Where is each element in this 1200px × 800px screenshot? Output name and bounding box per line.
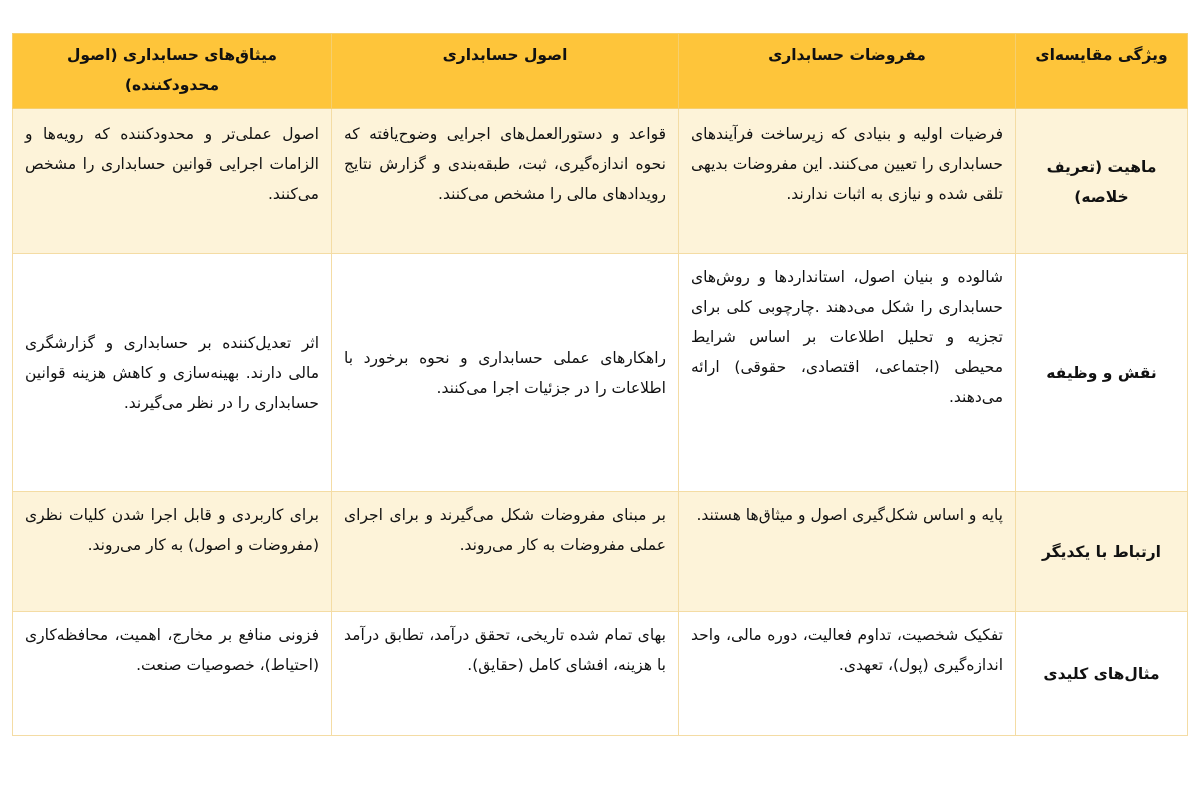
header-feature: ویژگی مقایسه‌ای	[1016, 34, 1188, 109]
cell-conventions: اثر تعدیل‌کننده بر حسابداری و گزارشگری مالی دارند. بهینه‌سازی و کاهش هزینه قوانین حسابداری را در نظر می‌گیرند.	[13, 254, 332, 492]
table-row	[13, 612, 1188, 736]
cell-principles: بهای تمام شده تاریخی، تحقق درآمد، تطابق درآمد با هزینه، افشای کامل (حقایق).	[332, 612, 679, 736]
row-feature-label: مثال‌های کلیدی	[1016, 612, 1188, 736]
table-row	[13, 254, 1188, 492]
table-header-row	[13, 34, 1188, 109]
header-principles: اصول حسابداری	[332, 34, 679, 109]
cell-principles: راهکارهای عملی حسابداری و نحوه برخورد با اطلاعات را در جزئیات اجرا می‌کنند.	[332, 254, 679, 492]
row-feature-label: ارتباط با یکدیگر	[1016, 492, 1188, 612]
cell-assumptions: فرضیات اولیه و بنیادی که زیرساخت فرآیندهای حسابداری را تعیین می‌کنند. این مفروضات بدیهی تلقی شده و نیازی به اثبات ندارند.	[679, 109, 1016, 254]
header-assumptions: مفروضات حسابداری	[679, 34, 1016, 109]
row-feature-label: نقش و وظیفه	[1016, 254, 1188, 492]
cell-conventions: فزونی منافع بر مخارج، اهمیت، محافظه‌کاری (احتیاط)، خصوصیات صنعت.	[13, 612, 332, 736]
table-row	[13, 109, 1188, 254]
comparison-table-wrapper	[12, 33, 1187, 736]
header-conventions: میثاق‌های حسابداری (اصول محدودکننده)	[13, 34, 332, 109]
cell-conventions: برای کاربردی و قابل اجرا شدن کلیات نظری (مفروضات و اصول) به کار می‌روند.	[13, 492, 332, 612]
row-feature-label: ماهیت (تعریف خلاصه)	[1016, 109, 1188, 254]
table-row	[13, 492, 1188, 612]
cell-assumptions: شالوده و بنیان اصول، استانداردها و روش‌های حسابداری را شکل می‌دهند .چارچوبی کلی برای تجزیه و تحلیل اطلاعات بر اساس شرایط محیطی (اجتماعی، اقتصادی، حقوقی) ارائه می‌دهند.	[679, 254, 1016, 492]
cell-assumptions: پایه و اساس شکل‌گیری اصول و میثاق‌ها هستند.	[679, 492, 1016, 612]
cell-conventions: اصول عملی‌تر و محدودکننده که رویه‌ها و الزامات اجرایی قوانین حسابداری را مشخص می‌کنند.	[13, 109, 332, 254]
cell-principles: قواعد و دستورالعمل‌های اجرایی وضوح‌یافته که نحوه اندازه‌گیری، ثبت، طبقه‌بندی و گزارش نتایج رویدادهای مالی را مشخص می‌کنند.	[332, 109, 679, 254]
cell-principles: بر مبنای مفروضات شکل می‌گیرند و برای اجرای عملی مفروضات به کار می‌روند.	[332, 492, 679, 612]
accounting-comparison-table	[12, 33, 1188, 736]
cell-assumptions: تفکیک شخصیت، تداوم فعالیت، دوره مالی، واحد اندازه‌گیری (پول)، تعهدی.	[679, 612, 1016, 736]
